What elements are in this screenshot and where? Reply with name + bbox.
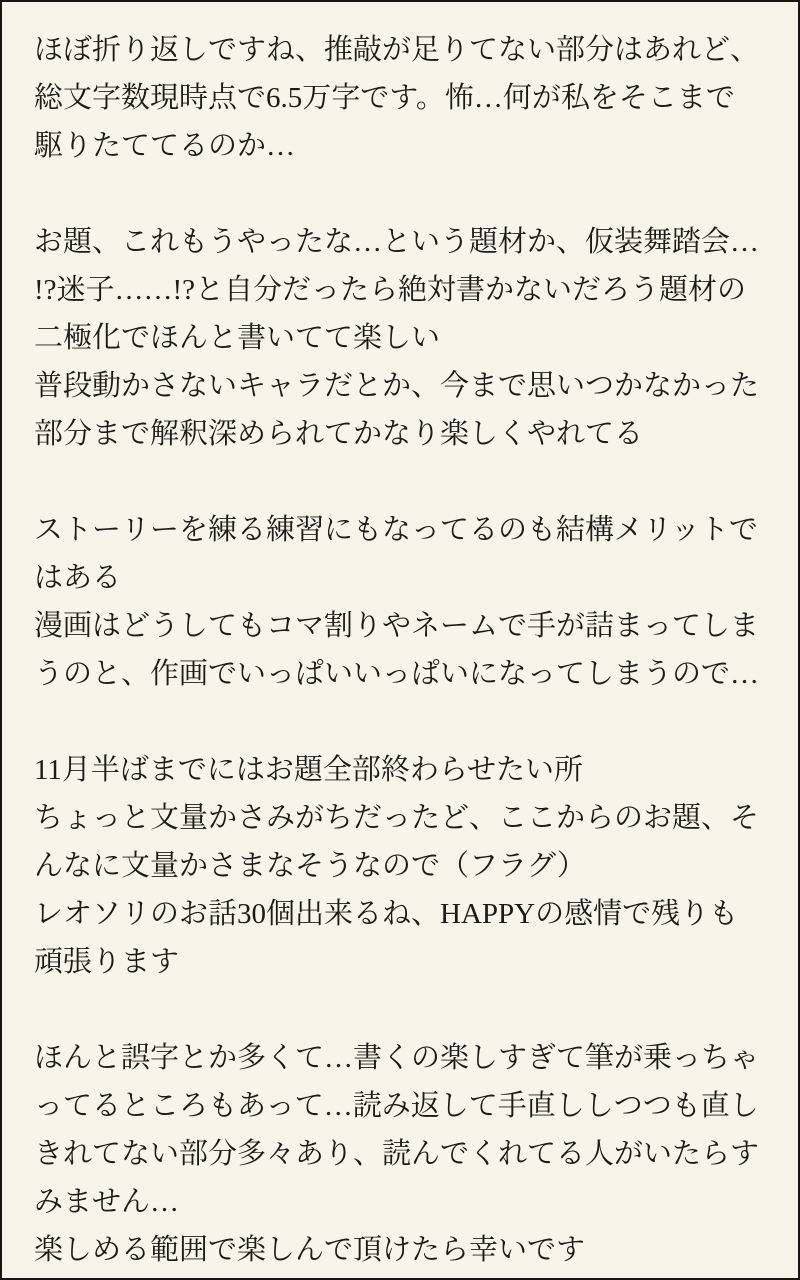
text-line: 11月半ばまでにはお題全部終わらせたい所	[34, 754, 584, 786]
text-line: ほぼ折り返しですね、推敲が足りてない部分はあれど、	[34, 34, 760, 66]
paragraph-progress-report	[34, 26, 770, 170]
paragraph-apology	[34, 1034, 770, 1274]
paragraph-story-practice	[34, 506, 770, 698]
text-line: 総文字数現時点で6.5万字です。怖…何が私をそこまで	[34, 82, 735, 114]
text-line: ほんと誤字とか多くて…書くの楽しすぎて筆が乗っちゃ	[34, 1042, 760, 1074]
text-line: お題、これもうやったな…という題材か、仮装舞踏会…	[34, 226, 760, 258]
text-line: んなに文量かさまなそうなので（フラグ）	[34, 850, 586, 882]
text-line: !?迷子……!?と自分だったら絶対書かないだろう題材の	[34, 274, 747, 306]
text-line: ちょっと文量かさみがちだったど、ここからのお題、そ	[34, 802, 760, 834]
text-line: はある	[34, 562, 122, 594]
text-line: 駆りたててるのか…	[34, 130, 296, 162]
text-line: 部分まで解釈深められてかなり楽しくやれてる	[34, 418, 644, 450]
text-line: うのと、作画でいっぱいいっぱいになってしまうので…	[34, 658, 760, 690]
text-line: 二極化でほんと書いてて楽しい	[34, 322, 441, 354]
text-line: ってるところもあって…読み返して手直ししつつも直し	[34, 1090, 759, 1122]
text-line: みません…	[34, 1186, 180, 1218]
text-line: 普段動かさないキャラだとか、今まで思いつかなかった	[34, 370, 760, 402]
paragraph-themes	[34, 218, 770, 458]
text-line: 頑張ります	[34, 946, 180, 978]
paragraph-schedule	[34, 746, 770, 986]
text-line: きれてない部分多々あり、読んでくれてる人がいたらす	[34, 1138, 760, 1170]
text-line: 漫画はどうしてもコマ割りやネームで手が詰まってしま	[34, 610, 760, 642]
text-line: レオソリのお話30個出来るね、HAPPYの感情で残りも	[34, 898, 739, 930]
text-line: 楽しめる範囲で楽しんで頂けたら幸いです	[34, 1234, 586, 1266]
text-line: ストーリーを練る練習にもなってるのも結構メリットで	[34, 514, 758, 546]
